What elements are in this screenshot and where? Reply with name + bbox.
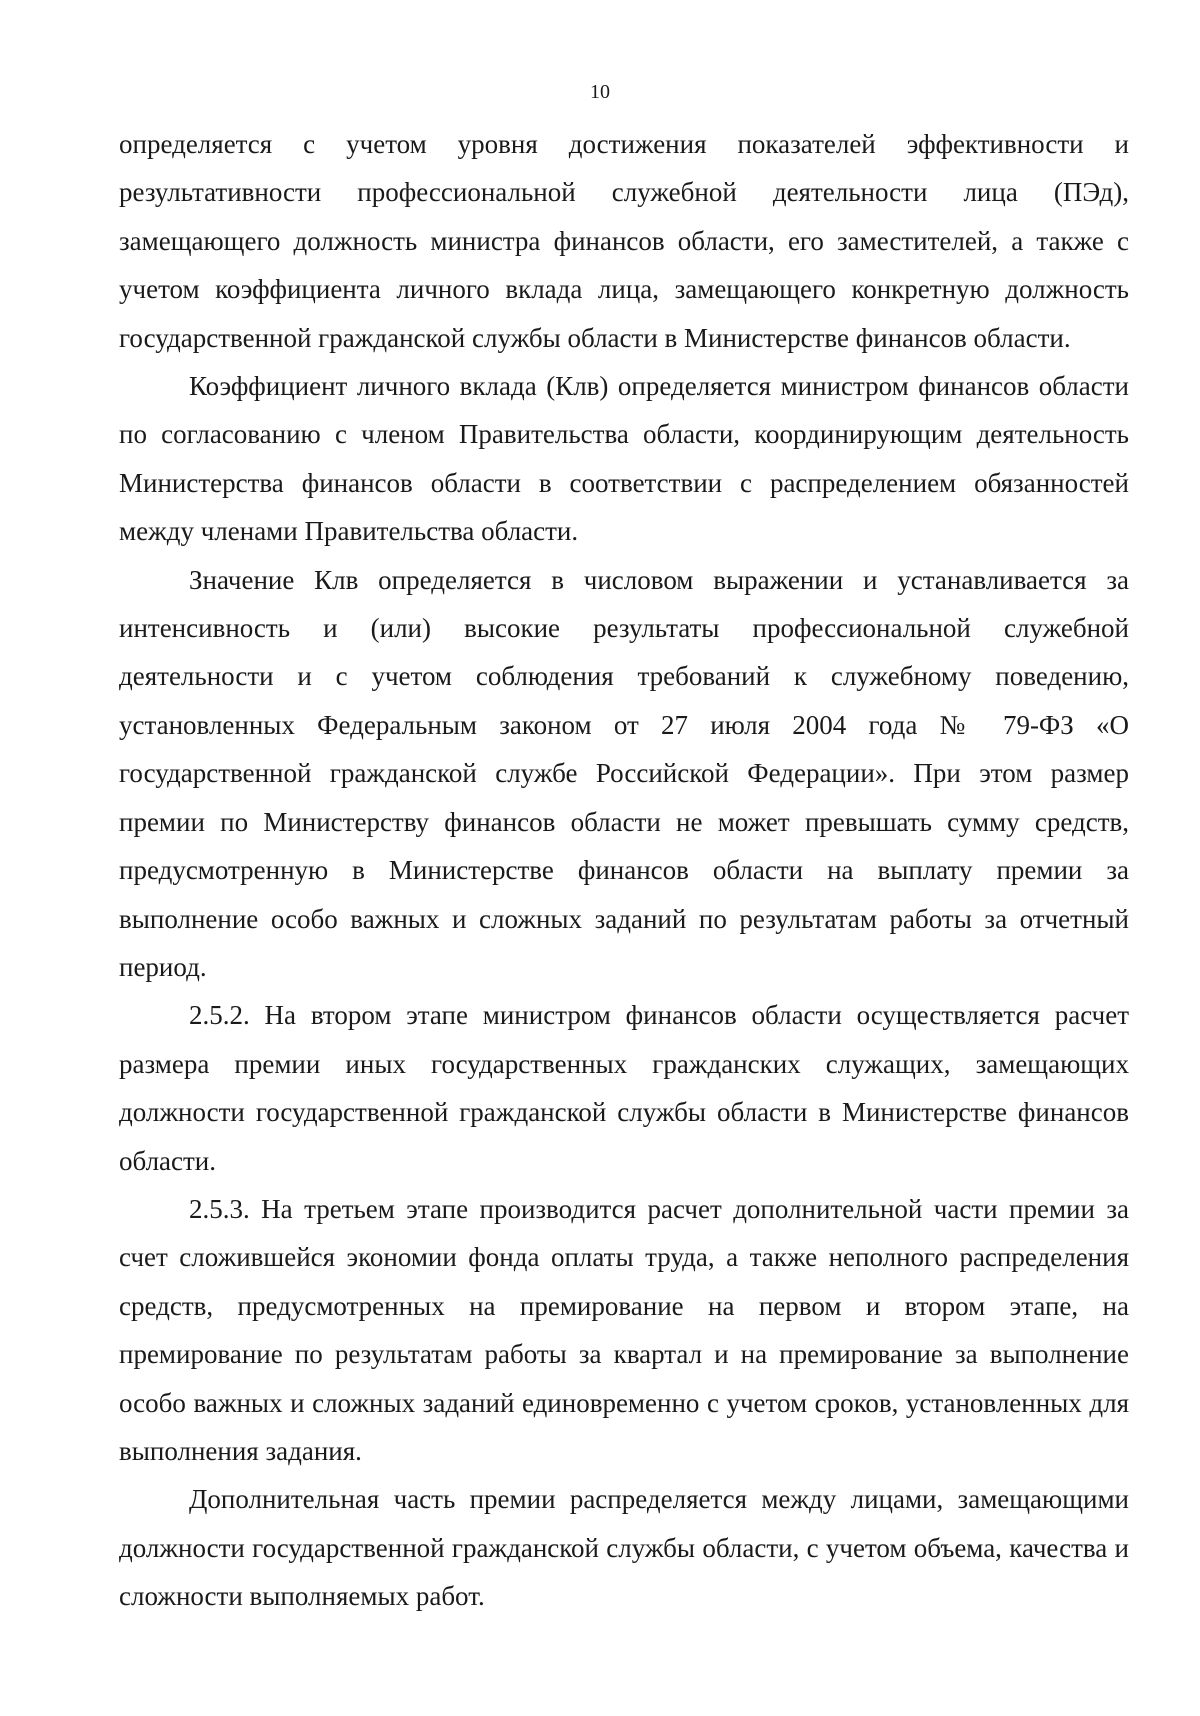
paragraph-continuation: определяется с учетом уровня достижения показателей эффективности и результативности профессиональной служебной деятельности лица (ПЭд), замещающего должность министра финансов области, его заместителей, а также с учетом коэффициента личного вклада лица, замещающего конкретную должность государственной гражданской службы области в Министерстве финансов области. — [119, 129, 1129, 353]
paragraph-2-5-2: 2.5.2. На втором этапе министром финансов области осуществляется расчет размера премии иных государственных гражданских служащих, замещающих должности государственной гражданской службы области в Министерстве финансов области. — [119, 1000, 1129, 1176]
page-number: 10 — [590, 81, 610, 103]
paragraph-2-5-3: 2.5.3. На третьем этапе производится расчет дополнительной части премии за счет сложившейся экономии фонда оплаты труда, а также неполного распределения средств, предусмотренных на премирование на первом и втором этапе, на премирование по результатам работы за квартал и на премирование за выполнение особо важных и сложных заданий единовременно с учетом сроков, установленных для выполнения задания. — [119, 1193, 1129, 1466]
document-body — [119, 120, 1129, 1621]
paragraph-klv-coefficient: Коэффициент личного вклада (Клв) определяется министром финансов области по согласованию с членом Правительства области, координирующим деятельность Министерства финансов области в соответствии с распределением обязанностей между членами Правительства области. — [119, 371, 1129, 547]
paragraph-klv-value: Значение Клв определяется в числовом выражении и устанавливается за интенсивность и (или) высокие результаты профессиональной служебной деятельности и с учетом соблюдения требований к служебному поведению, установленных Федеральным законом от 27 июля 2004 года № 79-ФЗ «О государственной гражданской службе Российской Федерации». При этом размер премии по Министерству финансов области не может превышать сумму средств, предусмотренную в Министерстве финансов области на выплату премии за выполнение особо важных и сложных заданий по результатам работы за отчетный период. — [119, 564, 1129, 982]
paragraph-additional-bonus: Дополнительная часть премии распределяется между лицами, замещающими должности государственной гражданской службы области, с учетом объема, качества и сложности выполняемых работ. — [119, 1484, 1129, 1612]
